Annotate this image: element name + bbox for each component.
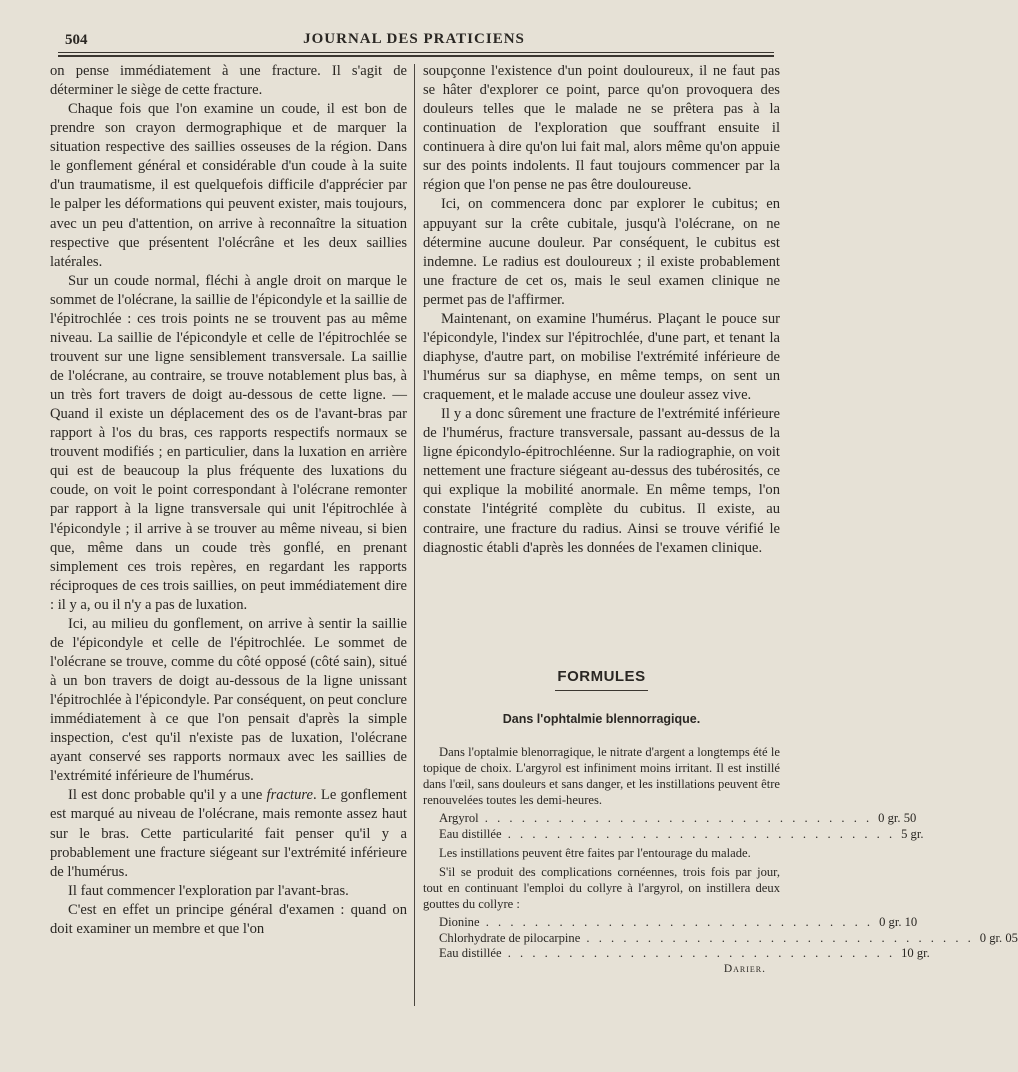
- paragraph: on pense immédiatement à une fracture. Il s'agit de déterminer le siège de cette fracture.: [50, 63, 407, 99]
- ingredient-name: Argyrol: [439, 811, 479, 826]
- ingredient-name: Eau distillée: [439, 946, 502, 961]
- prescription-item: [423, 826, 924, 843]
- paragraph: Ici, on commencera donc par explorer le cubitus; en appuyant sur la crête cubitale, jusqu'à l'olécrane, on ne détermine aucune douleur. Par conséquent, le cubitus est indemne. Le radius est douloureux ; il existe probablement une fracture de cet os, mais le seul examen clinique ne permet pas de l'affirmer.: [423, 196, 780, 308]
- ingredient-dose: 0 gr. 05: [979, 930, 1018, 945]
- prescription-item: [423, 946, 930, 962]
- left-column: [50, 62, 407, 939]
- paragraph-text: Il est donc probable qu'il y a une: [68, 787, 267, 804]
- page-header: [58, 28, 770, 52]
- leader-dots: . . . . . . . . . . . . . . . . . . . . . . . . . . . . . . . .: [478, 811, 873, 826]
- prescription-item: [423, 811, 917, 827]
- ingredient-name: Chlorhydrate de pilocarpine: [439, 930, 581, 945]
- ingredient-name: Eau distillée: [439, 826, 502, 841]
- running-title: JOURNAL DES PRATICIENS: [303, 31, 525, 47]
- leader-dots: . . . . . . . . . . . . . . . . . . . . . . . . . . . . . . . .: [580, 930, 974, 945]
- paragraph: Chaque fois que l'on examine un coude, il est bon de prendre son crayon dermographique et de marquer la situation respective des saillies osseuses de la région. Dans le gonflement général et considérable d'un coude à la suite d'un traumatisme, il est quelquefois difficile d'apprécier par le palper les déformations qui peuvent exister, mais toujours, avec un peu d'attention, on arrive à reconnaître la situation respective que présentent l'olécrâne et les deux saillies latérales.: [50, 101, 407, 270]
- leader-dots: . . . . . . . . . . . . . . . . . . . . . . . . . . . . . . . .: [501, 826, 896, 841]
- right-column: [423, 62, 780, 558]
- ingredient-name: Dionine: [439, 914, 480, 929]
- ingredient-dose: 5 gr.: [901, 826, 924, 841]
- formula-note: Les instillations peuvent être faites par l'entourage du malade.: [439, 845, 751, 860]
- prescription-item: [423, 914, 918, 931]
- paragraph: [50, 786, 407, 881]
- formula-block: [423, 744, 1018, 976]
- paragraph: Sur un coude normal, fléchi à angle droit on marque le sommet de l'olécrane, la saillie de l'épicondyle et la saillie de l'épitrochlée : ces trois points ne se trouvent pas au même niveau. La saillie de l'épicondyle et celle de l'épitrochlée se trouvent sur une ligne sensiblement transversale. La saillie de l'olécrane, au contraire, se trouve notablement plus bas, à un très fort travers de doigt au-dessous de cette ligne. — Quand il existe un déplacement des os de l'avant-bras par rapport à l'os du bras, ces rapports respectifs normaux se trouvent modifiés ; en particulier, dans la luxation en arrière qui est de beaucoup la plus fréquente des luxations du coude, on voit le point correspondant à l'olécrane remonter par rapport à la ligne transversale qui unit l'épitrochlée à l'épicondyle ; il arrive à se trouver au même niveau, si bien que, même dans un coude très gonflé, en prenant simplement ces trois repères, en regardant les rapports réciproques de ces trois saillies, on peut immédiatement dire : il y a, ou il n'y a pas de luxation.: [50, 272, 407, 613]
- paragraph: C'est en effet un principe général d'examen : quand on doit examiner un membre et que l'on: [50, 901, 407, 937]
- formula-subtitle: Dans l'ophtalmie blennorragique.: [502, 712, 701, 726]
- page-number: 504: [65, 32, 88, 48]
- section-title-underline: [555, 690, 648, 691]
- section-title: FORMULES: [557, 668, 646, 685]
- prescription-list: [423, 914, 1018, 962]
- leader-dots: . . . . . . . . . . . . . . . . . . . . . . . . . . . . . . . .: [501, 946, 896, 961]
- paragraph: soupçonne l'existence d'un point douloureux, il ne faut pas se hâter d'explorer ce point, parce qu'on provoquera des douleurs telles que le malade ne se prêtera pas à la continuation de l'exploration que souffrant ensuite il continuera à dire qu'on lui fait mal, alors même qu'on appuie sur des points indolents. Il faut toujours commencer par la région que l'on pense ne pas être douloureuse.: [423, 63, 780, 194]
- paragraph-text: . Le gonflement est marqué au niveau de l'olécrane, mais remonte assez haut sur le bras. Cette particularité fait penser qu'il y a probablement une fracture siégeant sur l'extrémité inférieure de l'humérus.: [50, 787, 407, 880]
- paragraph: Ici, au milieu du gonflement, on arrive à sentir la saillie de l'épicondyle et celle de l'épitrochlée. Le sommet de l'olécrane se trouve, comme du côté opposé (côté sain), situé à un bon travers de doigt au-dessous de la ligne unissant l'épitrochlée à l'épicondyle. Par conséquent, on peut conclure immédiatement à ce que l'on pensait d'après la simple inspection, c'est qu'il n'existe pas de luxation, l'olécrane ayant conservé ses rapports normaux avec les saillies de l'extrémité inférieure de l'humérus.: [50, 615, 407, 785]
- ingredient-dose: 0 gr. 10: [879, 914, 918, 929]
- header-rule-thin: [58, 52, 774, 53]
- emphasis-text: fracture: [266, 787, 314, 804]
- prescription-item: [423, 930, 1018, 947]
- ingredient-dose: 10 gr.: [901, 946, 930, 961]
- prescription-list: [423, 811, 924, 842]
- header-rule-thick: [58, 55, 774, 57]
- formula-intro: Dans l'optalmie blenorragique, le nitrate d'argent a longtemps été le topique de choix. L'argyrol est infiniment moins irritant. Il est instillé dans l'œil, sans douleurs et sans danger, et les instillations peuvent être renouvelées toutes les demi-heures.: [423, 745, 780, 808]
- paragraph: Maintenant, on examine l'humérus. Plaçant le pouce sur l'épicondyle, l'index sur l'épitrochlée, d'une part, et tenant la diaphyse, d'autre part, on mobilise l'extrémité inférieure de l'humérus sur sa diaphyse, en même temps, on sent un craquement, et le malade accuse une douleur assez vive.: [423, 310, 780, 404]
- paragraph: Il y a donc sûrement une fracture de l'extrémité inférieure de l'humérus, fracture transversale, passant au-dessus de la ligne épicondylo-épitrochléenne. Sur la radiographie, on voit nettement une fracture siégeant au-dessus des tubérosités, ce qui explique la mobilité anormale. En même temps, l'on constate l'intégrité complète du cubitus. Il existe, au contraire, une fracture du radius. Ainsi se trouve vérifié le diagnostic établi d'après les données de l'examen clinique.: [423, 406, 780, 556]
- paragraph: Il faut commencer l'exploration par l'avant-bras.: [68, 882, 349, 899]
- column-divider: [414, 64, 415, 1006]
- leader-dots: . . . . . . . . . . . . . . . . . . . . . . . . . . . . . . . .: [479, 914, 874, 929]
- formula-note: S'il se produit des complications cornéennes, trois fois par jour, tout en continuant l'emploi du collyre à l'argyrol, on instillera deux gouttes du collyre :: [423, 864, 780, 911]
- author-signature: Darier.: [723, 962, 766, 975]
- ingredient-dose: 0 gr. 50: [878, 811, 917, 826]
